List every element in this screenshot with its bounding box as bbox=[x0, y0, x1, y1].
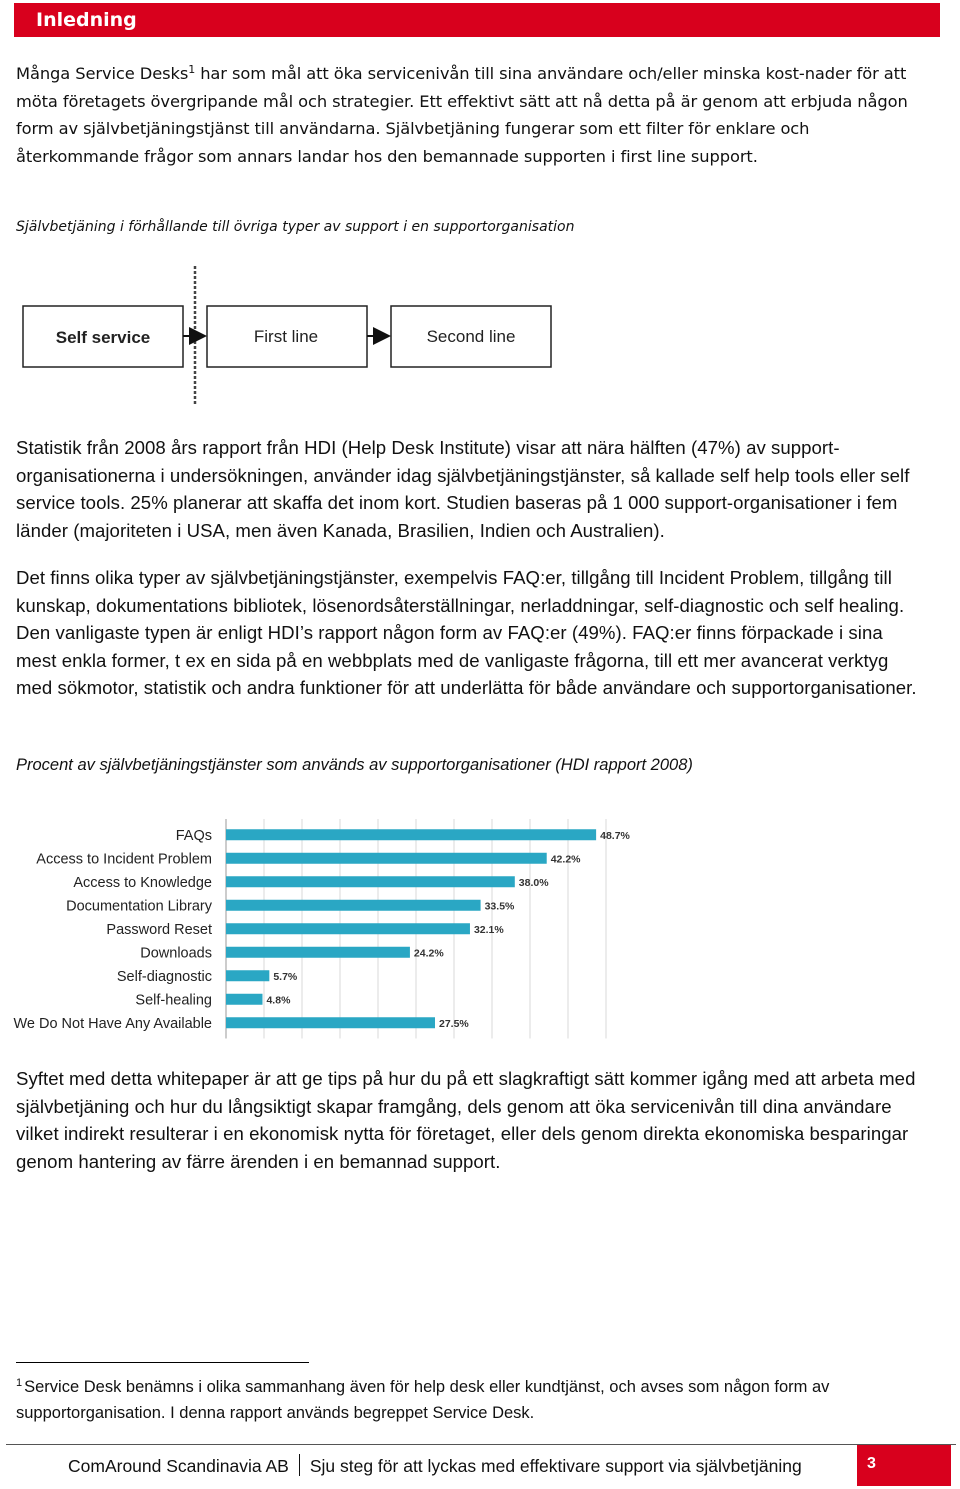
bar bbox=[226, 900, 481, 911]
value-label: 4.8% bbox=[266, 994, 291, 1007]
intro-text-b: har som mål att öka servicenivån till sina användare och/eller minska kost-nader för att möta företagets övergripande mål och strategier. Ett effektivt sätt att nå detta på är genom att erbjuda någon form av självbetjäningstjänst till användarna. Självbetjäning fungerar som ett filter för enklare och återkommande frågor som annars landar hos den bemannade supporten i first line support. bbox=[16, 64, 908, 166]
footer-separator bbox=[299, 1454, 300, 1476]
footer-title: Sju steg för att lyckas med effektivare support via självbetjäning bbox=[309, 1456, 802, 1476]
bar bbox=[226, 923, 470, 934]
bar bbox=[226, 853, 547, 864]
footnote bbox=[16, 1374, 936, 1426]
section-header-bar bbox=[14, 3, 940, 37]
bar bbox=[226, 1017, 435, 1028]
value-label: 24.2% bbox=[413, 947, 444, 960]
footnote-text: Service Desk benämns i olika sammanhang även för help desk eller kundtjänst, och avses som någon form av supportorganisation. I denna rapport används begreppet Service Desk. bbox=[16, 1378, 830, 1422]
bar bbox=[226, 829, 596, 840]
footnote-marker: 1 bbox=[16, 1377, 23, 1389]
category-label: FAQs bbox=[175, 827, 212, 844]
value-label: 33.5% bbox=[484, 900, 515, 913]
types-paragraph: Det finns olika typer av självbetjäningstjänster, exempelvis FAQ:er, tillgång till Incident Problem, tillgång till kunskap, dokumentations bibliotek, lösenordsåterställningar, nerladdningar, self-diagnostic och self healing. Den vanligaste typen är enligt HDI’s rapport någon form av FAQ:er (49%). FAQ:er finns förpackade i sina mest enkla former, t ex en sida på en webbplats med de vanligaste frågorna, till ett mer avancerat verktyg med sökmotor, statistik och andra funktioner för att underlätta för både användare och supportorganisationer. bbox=[16, 567, 917, 698]
box-label-self-service: Self service bbox=[55, 328, 151, 347]
footnote-ref[interactable]: 1 bbox=[188, 63, 196, 76]
footer bbox=[68, 1454, 802, 1477]
footer-company: ComAround Scandinavia AB bbox=[68, 1456, 289, 1476]
category-label: Self-diagnostic bbox=[116, 968, 212, 985]
intro-text-a: Många Service Desks bbox=[16, 64, 189, 83]
box-label-second-line: Second line bbox=[426, 327, 516, 346]
value-label: 5.7% bbox=[273, 970, 298, 983]
category-label: Downloads bbox=[140, 945, 212, 962]
footnote-separator bbox=[16, 1362, 309, 1363]
bar bbox=[226, 994, 262, 1005]
bar bbox=[226, 876, 515, 887]
statistics-paragraph: Statistik från 2008 års rapport från HDI (Help Desk Institute) visar att nära hälften (47%) av support-organisationerna i undersökningen, använder idag självbetjäningstjänster, så kallade self help tools eller self service tools. 25% planerar att skaffa det inom kort. Studien baseras på 1 000 support-organisationer i fem länder (majoriteten i USA, men även Kanada, Brasilien, Indien och Australien). bbox=[16, 437, 910, 541]
category-label: Documentation Library bbox=[66, 898, 212, 915]
support-levels-diagram bbox=[0, 258, 600, 408]
value-label: 38.0% bbox=[518, 876, 549, 889]
footer-divider bbox=[6, 1444, 956, 1445]
purpose-paragraph: Syftet med detta whitepaper är att ge tips på hur du på ett slagkraftigt sätt kommer igång med att arbeta med självbetjäning och hur du långsiktigt skapar framgång, dels genom att öka servicenivån till dina användare vilket indirekt resulterar i en ekonomisk nytta för företaget, eller dels genom direkta ekonomiska besparingar genom hantering av färre ärenden i en bemannad support. bbox=[16, 1068, 916, 1172]
value-label: 32.1% bbox=[473, 923, 504, 936]
chart-caption: Procent av självbetjäningstjänster som används av supportorganisationer (HDI rapport 2008) bbox=[16, 756, 693, 774]
value-label: 48.7% bbox=[600, 829, 630, 842]
intro-paragraph bbox=[16, 60, 926, 170]
bar bbox=[226, 970, 269, 981]
section-title: Inledning bbox=[36, 9, 137, 31]
category-label: Access to Knowledge bbox=[73, 874, 212, 891]
bar bbox=[226, 947, 410, 958]
page-number: 3 bbox=[867, 1455, 876, 1472]
category-label: Access to Incident Problem bbox=[36, 851, 212, 868]
diagram-caption: Självbetjäning i förhållande till övriga typer av support i en supportorganisation bbox=[16, 219, 575, 235]
box-label-first-line: First line bbox=[253, 327, 319, 346]
page-number-box bbox=[857, 1445, 951, 1486]
category-label: Self-healing bbox=[135, 992, 212, 1009]
category-label: We Do Not Have Any Available bbox=[13, 1015, 212, 1032]
value-label: 27.5% bbox=[439, 1017, 469, 1030]
value-label: 42.2% bbox=[550, 853, 581, 866]
category-label: Password Reset bbox=[106, 921, 212, 938]
self-service-usage-chart bbox=[0, 815, 640, 1040]
